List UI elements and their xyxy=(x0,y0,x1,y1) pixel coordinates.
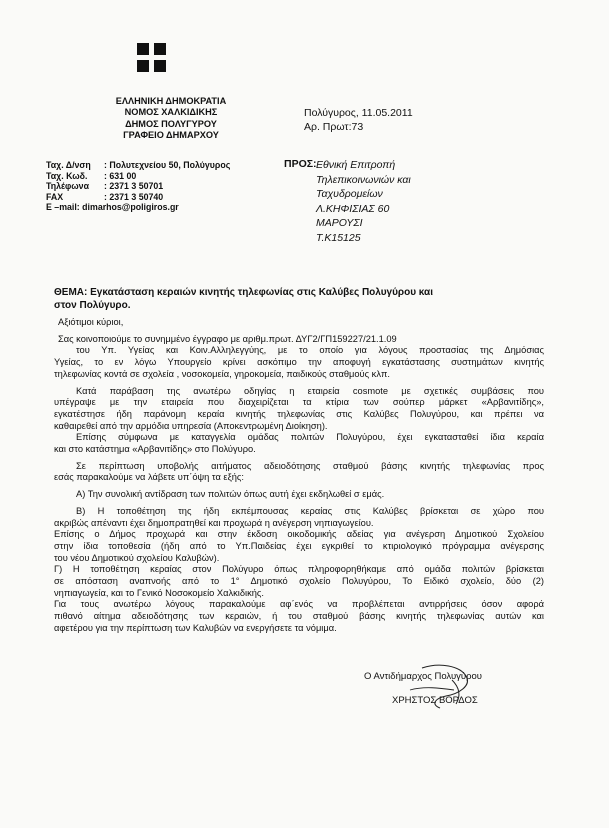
body-line: Επίσης σύμφωνα με καταγγελία ομάδας πολιτών Πολυγύρου, έχει εγκατασταθεί ίδια κεραία xyxy=(76,432,544,443)
body-line: και στο κατάστημα «Αρβανιτίδης» στο Πολύγυρο. xyxy=(54,444,256,455)
signature-role: Ο Αντιδήμαρχος Πολυγύρου xyxy=(364,671,482,682)
greeting: Αξιότιμοι κύριοι, xyxy=(58,317,124,327)
letter-body xyxy=(54,317,544,635)
body-line: εσάς παρακαλούμε να λάβετε υπ΄όψη τα εξής: xyxy=(54,472,244,483)
body-line: Β) Η τοποθέτηση της ήδη εκπέμπουσας κεραίας στις Καλύβες βρίσκεται σε χώρο που xyxy=(76,505,544,516)
sender-line: ΓΡΑΦΕΙΟ ΔΗΜΑΡΧΟΥ xyxy=(123,130,219,141)
fax-value: : 2371 3 50740 xyxy=(104,191,164,202)
protocol-line: Αρ. Πρωτ:73 xyxy=(304,121,364,133)
phone-value: : 2371 3 50701 xyxy=(104,181,164,191)
coat-of-arms-icon xyxy=(137,43,167,73)
subject-line: ΘΕΜΑ: Εγκατάσταση κεραιών κινητής τηλεφωνίας στις Καλύβες Πολυγύρου και xyxy=(54,287,433,298)
body-line: Γ) Η τοποθέτηση κεραίας στον Πολύγυρο όπως πληροφορηθήκαμε από ομάδα πολιτών βρίσκεται xyxy=(54,564,544,575)
date-protocol xyxy=(304,106,413,134)
sender-line: ΕΛΛΗΝΙΚΗ ΔΗΜΟΚΡΑΤΙΑ xyxy=(115,96,227,106)
phone-label: Τηλέφωνα xyxy=(46,181,89,191)
body-line: υπέγραψε με την εταιρεία που διαχειρίζεται τα κτίρια των σούπερ μάρκετ «Αρβανιτίδης», xyxy=(54,397,544,408)
subject xyxy=(54,286,546,312)
recipient-line: Τ.Κ15125 xyxy=(316,231,361,244)
sender-line: ΝΟΜΟΣ ΧΑΛΚΙΔΙΚΗΣ xyxy=(124,107,218,118)
body-line: του νέου Δημοτικού σχολείου Καλυβών). xyxy=(54,552,220,563)
body-line: Επίσης ο Δήμος προχωρά και στην έκδοση οικοδομικής αδείας για ανέγερση Δημοτικού Σχολείου xyxy=(54,529,544,540)
body-line: του Υπ. Υγείας και Κοιν.Αλληλεγγύης, με το οποίο για λόγους προστασίας της Δημόσιας xyxy=(76,345,544,356)
recipient-line: Τηλεπικοινωνιών και xyxy=(316,173,411,186)
subject-line: στον Πολύγυρο. xyxy=(54,300,131,311)
sender-line: ΔΗΜΟΣ ΠΟΛΥΓΥΡΟΥ xyxy=(125,118,217,129)
recipient-line: ΜΑΡΟΥΣΙ xyxy=(316,217,363,229)
body-line: στην ίδια τοποθεσία (ήδη από το Υπ.Παιδείας έχει εγκριθεί το κτιριολογικό πρόγραμμα ανέγερσης xyxy=(54,540,544,551)
body-line: Κατά παράβαση της ανωτέρω οδηγίας η εταιρεία cosmote με σχετικές συμβάσεις που xyxy=(76,385,544,396)
handwritten-signature-icon xyxy=(400,660,480,710)
recipient-line: Λ.ΚΗΦΙΣΙΑΣ 60 xyxy=(316,202,390,215)
body-line: πιθανό αίτημα αδειοδότησης των κεραιών, ή του σταθμού βάσης κινητής τηλεφωνίας αυτών και xyxy=(54,611,544,622)
recipient-line: Ταχυδρομείων xyxy=(316,188,383,200)
fax-label: FAX xyxy=(46,191,64,202)
body-line: Σας κοινοποιούμε το συνημμένο έγγραφο με αριθμ.πρωτ. ΔΥΓ2/ΓΠ159227/21.1.09 xyxy=(58,333,397,344)
to-label: ΠΡΟΣ: xyxy=(284,158,317,170)
address-label: Ταχ. Δ/νση xyxy=(46,160,91,170)
body-line: Α) Την συνολική αντίδραση των πολιτών όπως αυτή έχει εκδηλωθεί σ εμάς. xyxy=(76,489,385,500)
body-line: αφετέρου για την περίπτωση των Καλυβών να ενεργήσετε τα νόμιμα. xyxy=(54,622,337,633)
body-line: νηπιαγωγεία, και το Γενικό Νοσοκομείο Χαλκιδικής. xyxy=(54,587,264,598)
postcode-label: Ταχ. Κωδ. xyxy=(46,170,88,181)
date-line: Πολύγυρος, 11.05.2011 xyxy=(304,107,413,119)
contact-block xyxy=(46,160,230,213)
postcode-value: : 631 00 xyxy=(104,170,137,181)
body-line: τηλεφωνίας κοντά σε σχολεία , νοσοκομεία, γηροκομεία, παιδικούς σταθμούς κλπ. xyxy=(54,368,390,379)
body-line: ακριβώς απέναντι έχει δημοπρατηθεί και προχωρά η ανέγερση νηπιαγωγείου. xyxy=(54,517,374,528)
body-line: καθαιρεθεί από την αρμόδια υπηρεσία (Αποκεντρωμένη Διοίκηση). xyxy=(54,420,328,431)
sender-header xyxy=(96,96,246,142)
body-line: Υγείας, το εν λόγω Υπουργείο κρίνει ασκόπιμο την αποφυγή εγκατάστασης συστημάτων κινητής xyxy=(54,357,544,368)
signature-name: ΧΡΗΣΤΟΣ ΒΟΡΔΟΣ xyxy=(392,695,478,706)
body-line: εγκατέστησε ήδη παράνομη κεραία κινητής τηλεφωνίας στις Καλύβες Πολυγύρου, και πρέπει να xyxy=(54,408,544,419)
recipient-block xyxy=(316,158,411,245)
body-line: Σε περίπτωση υποβολής αιτήματος αδειοδότησης σταθμού βάσης κινητής τηλεφωνίας προς xyxy=(76,460,544,471)
email-line: E –mail: dimarhos@poligiros.gr xyxy=(46,202,179,212)
body-line: σε απόσταση αναπνοής από το 1° Δημοτικό σχολείο Πολυγύρου, Το Ειδικό σχολείο, δύο (2) xyxy=(54,576,544,587)
address-value: : Πολυτεχνείου 50, Πολύγυρος xyxy=(104,160,231,170)
recipient-line: Εθνική Επιτροπή xyxy=(316,159,396,171)
body-line: Για τους ανωτέρω λόγους παρακαλούμε αφ΄ενός να προβλέπεται αντιρρήσεις όσον αφορά xyxy=(54,599,544,610)
